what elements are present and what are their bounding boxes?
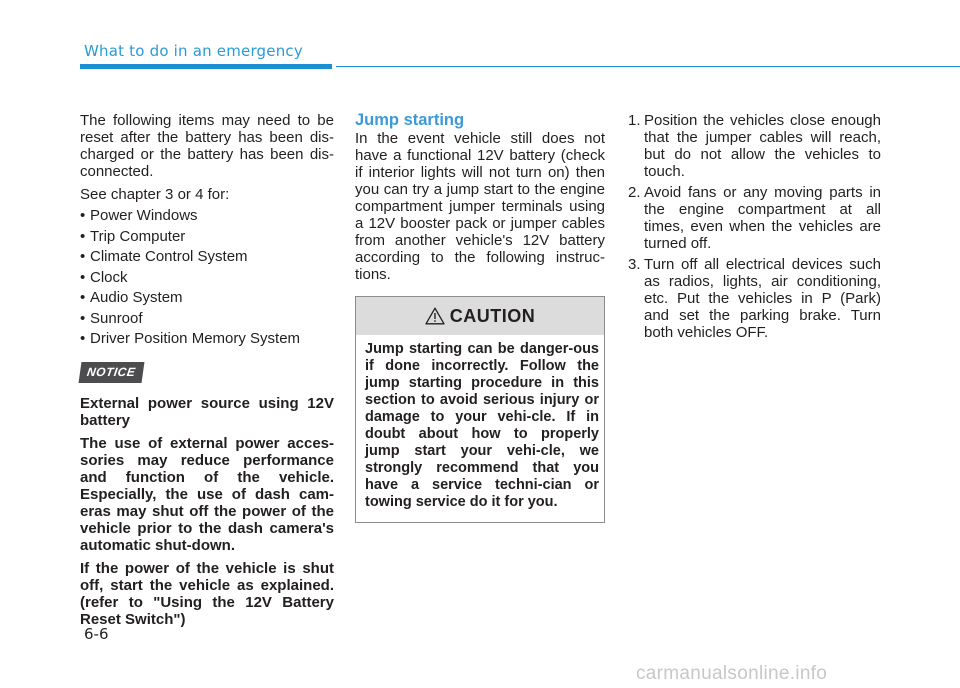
column-right (628, 112, 881, 345)
notice-paragraph-2: If the power of the vehicle is shut off, start the vehicle as explained. (refer to "Using the 12V Battery Reset Switch") (80, 559, 334, 628)
step-text: Position the vehicles close enough that the jumper cables will reach, but do not allow the vehicles to touch. (644, 112, 881, 180)
page-number: 6-6 (84, 625, 109, 643)
jump-start-steps (628, 112, 881, 341)
warning-triangle-icon (425, 307, 445, 325)
list-item: • Sunroof (80, 310, 334, 327)
list-item: • Climate Control System (80, 248, 334, 265)
caution-text: Jump starting can be danger-ous if done incorrectly. Follow the jump starting procedure in this section to avoid serious injury or damage to your vehi-cle. If in doubt about how to properly jump start your vehi-cle, we strongly recommend that you have a service techni-cian or towing service do it for you. (365, 341, 599, 510)
column-left (80, 112, 334, 628)
reset-items-list (80, 207, 334, 347)
step-number: 1. (628, 112, 641, 129)
notice-label: NOTICE (86, 364, 137, 379)
column-middle (355, 111, 605, 523)
notice-paragraph-1: The use of external power acces-sories may reduce performance and function of the vehicle. Especially, the use of dash cam-eras may shut off the power of the vehicle prior to the dash camera's automatic shut-down. (80, 434, 334, 554)
notice-heading: External power source using 12V battery (80, 394, 334, 429)
jump-start-body: In the event vehicle still does not have a functional 12V battery (check if interior lights will not turn on) then you can try a jump start to the engine compartment jumper terminals using a 12V booster pack or jumper cables from another vehicle's 12V battery according to the following instruc-tions. (355, 130, 605, 283)
notice-badge (79, 362, 145, 383)
step-item (628, 112, 881, 180)
list-item: • Clock (80, 269, 334, 286)
step-item (628, 184, 881, 252)
caution-label: CAUTION (449, 305, 536, 326)
list-item: • Trip Computer (80, 228, 334, 245)
step-text: Turn off all electrical devices such as radios, lights, air conditioning, etc. Put the vehicles in P (Park) and set the parking brake. Turn both vehicles OFF. (644, 256, 881, 341)
list-item: • Audio System (80, 289, 334, 306)
step-number: 3. (628, 256, 641, 273)
step-item (628, 256, 881, 341)
step-number: 2. (628, 184, 641, 201)
page-header-title: What to do in an emergency (84, 42, 303, 60)
section-title-jump-starting: Jump starting (355, 111, 465, 129)
caution-box (355, 296, 605, 523)
header-rule-thin (336, 66, 960, 67)
step-text: Avoid fans or any moving parts in the engine compartment at all times, even when the vehicles are turned off. (644, 184, 881, 252)
list-item: • Driver Position Memory System (80, 330, 334, 347)
watermark: carmanualsonline.info (636, 663, 828, 684)
list-item: • Power Windows (80, 207, 334, 224)
see-chapter-text: See chapter 3 or 4 for: (80, 186, 230, 203)
intro-paragraph: The following items may need to be reset after the battery has been dis-charged or the battery has been dis-connected. (80, 112, 334, 180)
header-rule-thick (80, 64, 332, 69)
caution-header (356, 297, 604, 335)
